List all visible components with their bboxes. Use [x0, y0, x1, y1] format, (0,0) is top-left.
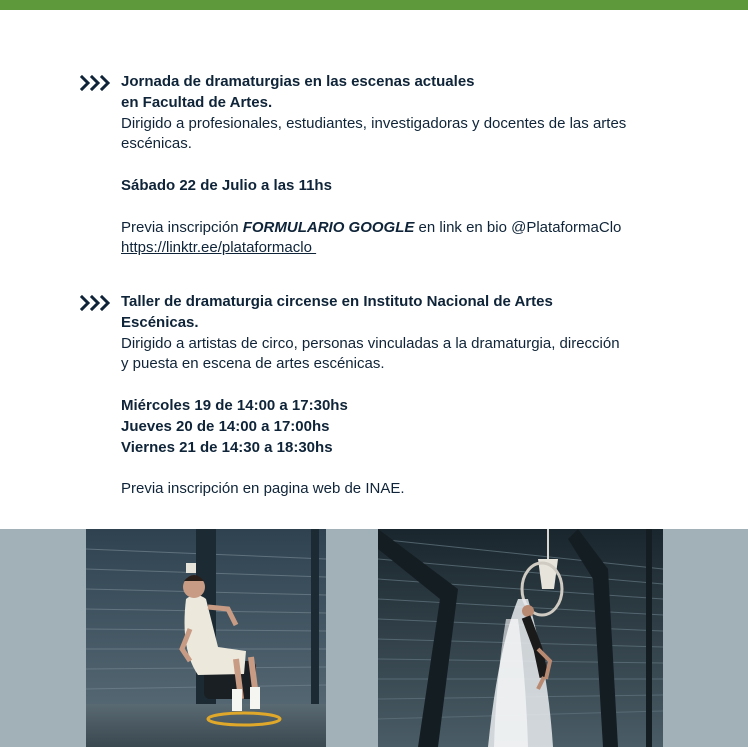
triple-chevron-right-icon [80, 75, 112, 91]
top-accent-bar [0, 0, 748, 10]
triple-chevron-right-icon [80, 295, 112, 311]
event-description-line2: escénicas. [121, 135, 192, 153]
registration-prefix: Previa inscripción [121, 218, 243, 236]
event-description-line1: Dirigido a profesionales, estudiantes, investigadoras y docentes de las artes [121, 114, 627, 132]
performer-seated-photo [86, 529, 326, 747]
event-title-line1: Taller de dramaturgia circense en Instituto Nacional de Artes [121, 293, 553, 310]
linktree-link[interactable]: https://linktr.ee/plataformaclo [121, 239, 317, 257]
schedule-friday: Viernes 21 de 14:30 a 18:30hs [121, 438, 333, 456]
event-title-line1: Jornada de dramaturgias en las escenas actuales [121, 73, 475, 90]
event-title-line2: en Facultad de Artes. [121, 93, 273, 111]
schedule-thursday: Jueves 20 de 14:00 a 17:00hs [121, 417, 330, 435]
registration-form-name: FORMULARIO GOOGLE [242, 218, 415, 236]
registration-suffix: en link en bio @PlataformaClo [414, 218, 622, 236]
event-content [121, 72, 654, 259]
event-content [121, 292, 654, 500]
schedule-wednesday: Miércoles 19 de 14:00 a 17:30hs [121, 396, 348, 414]
event-registration [121, 218, 654, 239]
event-schedule: Sábado 22 de Julio a las 11hs [121, 176, 332, 194]
event-description-line2: y puesta en escena de artes escénicas. [121, 355, 385, 373]
event-title-line2: Escénicas. [121, 313, 199, 331]
photo-band [0, 529, 748, 747]
event-description-line1: Dirigido a artistas de circo, personas vinculadas a la dramaturgia, dirección [121, 334, 620, 352]
aerial-performer-photo [378, 529, 663, 747]
event-registration: Previa inscripción en pagina web de INAE. [121, 480, 405, 498]
